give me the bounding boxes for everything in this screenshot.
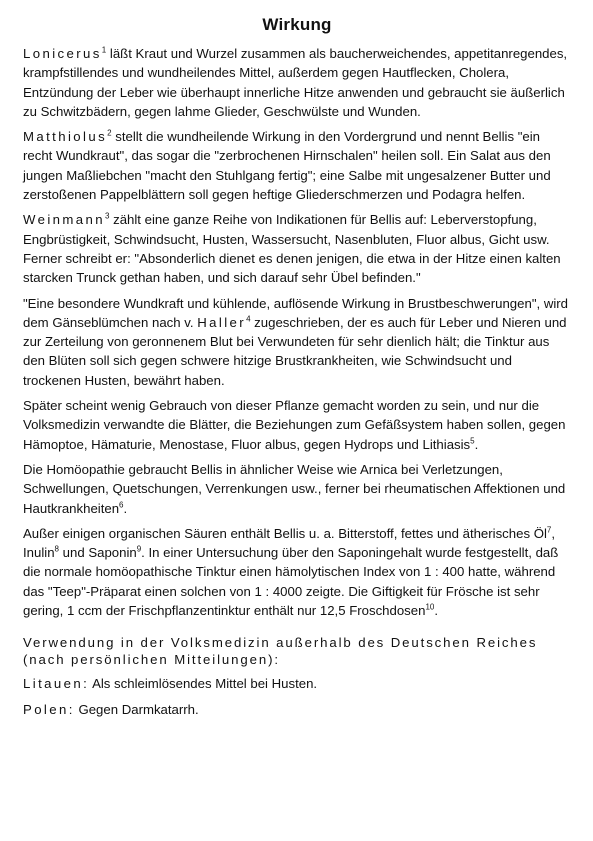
paragraph-text-end: . xyxy=(434,603,439,619)
paragraph-text: Außer einigen organischen Säuren enthält Bellis u. a. Bitterstoff, fettes und ätherisches Öl xyxy=(23,525,547,541)
entry-text: Als schleimlösendes Mittel bei Husten. xyxy=(89,676,318,692)
footnote-ref[interactable]: 9 xyxy=(136,544,142,554)
author-name: Lonicerus xyxy=(23,46,102,61)
paragraph-volksmedizin xyxy=(23,396,571,454)
paragraph-text: zählt eine ganze Reihe von Indikationen für Bellis auf: Leberverstopfung, Engbrüstigkeit, Schwindsucht, Husten, Wassersucht, Nasenbluten, Fluor albus, Gicht usw. Ferner schreibt er: "Absonderlich dienet es denen jenigen, die etwa in der Hitze einen kalten starcken Trunck gethan haben, und sich darauf sehr Übel befinden." xyxy=(23,212,561,286)
footnote-ref[interactable]: 3 xyxy=(105,211,110,221)
paragraph-text: stellt die wundheilende Wirkung in den Vordergrund und nennt Bellis "ein recht Wundkraut", das sogar die "zerbrochenen Hirnschalen" heilen soll. Ein Salat aus den jungen Maßliebchen "macht den Stuhlgang fertig"; eine Salbe mit ungesalzener Butter und zerstoßenen Pappelblättern soll gegen heftige Gliederschmerzen und Podagra helfen. xyxy=(23,129,551,203)
footnote-ref[interactable]: 10 xyxy=(425,602,435,612)
paragraph-text: . In einer Untersuchung über den Saponingehalt wurde festgestellt, daß die normale homöopathische Tinktur einen hämolytischen Index von 1 : 400 hatte, während das "Teep"-Präparat einen solchen von 1 : 4000 zeigte. Die Giftigkeit für Frösche ist sehr gering, 1 ccm der Frischpflanzentinktur enthält nur 12,5 Froschdosen xyxy=(23,545,559,619)
paragraph-text: "Eine besondere Wundkraft und kühlende, auflösende Wirkung in Brustbeschwerungen", wird dem Gänseblümchen nach v. xyxy=(23,295,569,330)
footnote-ref[interactable]: 8 xyxy=(54,544,59,554)
paragraph-text: Die Homöopathie gebraucht Bellis in ähnlicher Weise wie Arnica bei Verletzungen, Schwellungen, Quetschungen, Verrenkungen usw., ferner bei rheumatischen Affektionen und Hautkrankheiten xyxy=(23,461,566,516)
entry-polen xyxy=(23,700,571,719)
paragraph-weinmann xyxy=(23,210,571,287)
footnote-ref[interactable]: 1 xyxy=(101,45,107,55)
country-label: Litauen: xyxy=(23,676,90,692)
author-name: Weinmann xyxy=(23,212,105,228)
paragraph-inhaltsstoffe xyxy=(23,524,571,620)
paragraph-text: , Inulin xyxy=(23,525,556,561)
section-heading-volksmedizin: Verwendung in der Volksmedizin außerhalb des Deutschen Reiches (nach persönlichen Mitteilungen): xyxy=(23,635,538,668)
paragraph-text: läßt Kraut und Wurzel zusammen als baucherweichendes, appetitanregendes, krampfstillendes und wundheilendes Mittel, außerdem gegen Hautflecken, Cholera, Entzündung der Leber wie überhaupt innerliche Hitze anwenden und gebraucht sie äußerlich zu Schwitzbädern, gegen lahme Glieder, Geschwülste und Wunden. xyxy=(23,46,568,119)
entry-text: Gegen Darmkatarrh. xyxy=(74,701,199,717)
paragraph-text-end: . xyxy=(123,500,128,516)
paragraph-homoeopathie xyxy=(23,460,571,518)
paragraph-text: und Saponin xyxy=(58,545,137,561)
entry-litauen xyxy=(23,674,571,693)
footnote-ref[interactable]: 6 xyxy=(119,500,124,510)
paragraph-lonicerus xyxy=(23,44,571,121)
paragraph-matthiolus xyxy=(23,127,571,204)
paragraph-haller xyxy=(23,294,571,390)
author-name: Haller xyxy=(197,314,247,330)
author-name: Matthiolus xyxy=(23,129,108,145)
paragraph-text: zugeschrieben, der es auch für Leber und Nieren und zur Zerteilung von geronnenem Blut bei Verwundeten für sehr dienlich hält; die Tinktur aus den Blüten soll sich gegen schwere hitzige Brustkrankheiten, wie Schwindsucht und trockenen Husten, bewährt haben. xyxy=(23,314,567,388)
footnote-ref[interactable]: 4 xyxy=(246,314,251,324)
paragraph-text-end: . xyxy=(474,436,479,452)
country-label: Polen: xyxy=(23,701,75,717)
footnote-ref[interactable]: 2 xyxy=(107,128,112,138)
paragraph-text: Später scheint wenig Gebrauch von dieser Pflanze gemacht worden zu sein, und nur die Volksmedizin verwandte die Blätter, die Beziehungen zum Gefäßsystem haben sollen, gegen Hämoptoe, Hämaturie, Menostase, Fluor albus, gegen Hydrops und Lithiasis xyxy=(23,398,566,452)
page-title: Wirkung xyxy=(262,15,332,34)
footnote-ref[interactable]: 7 xyxy=(546,525,552,535)
document-page xyxy=(23,14,571,723)
footnote-ref[interactable]: 5 xyxy=(470,436,475,446)
